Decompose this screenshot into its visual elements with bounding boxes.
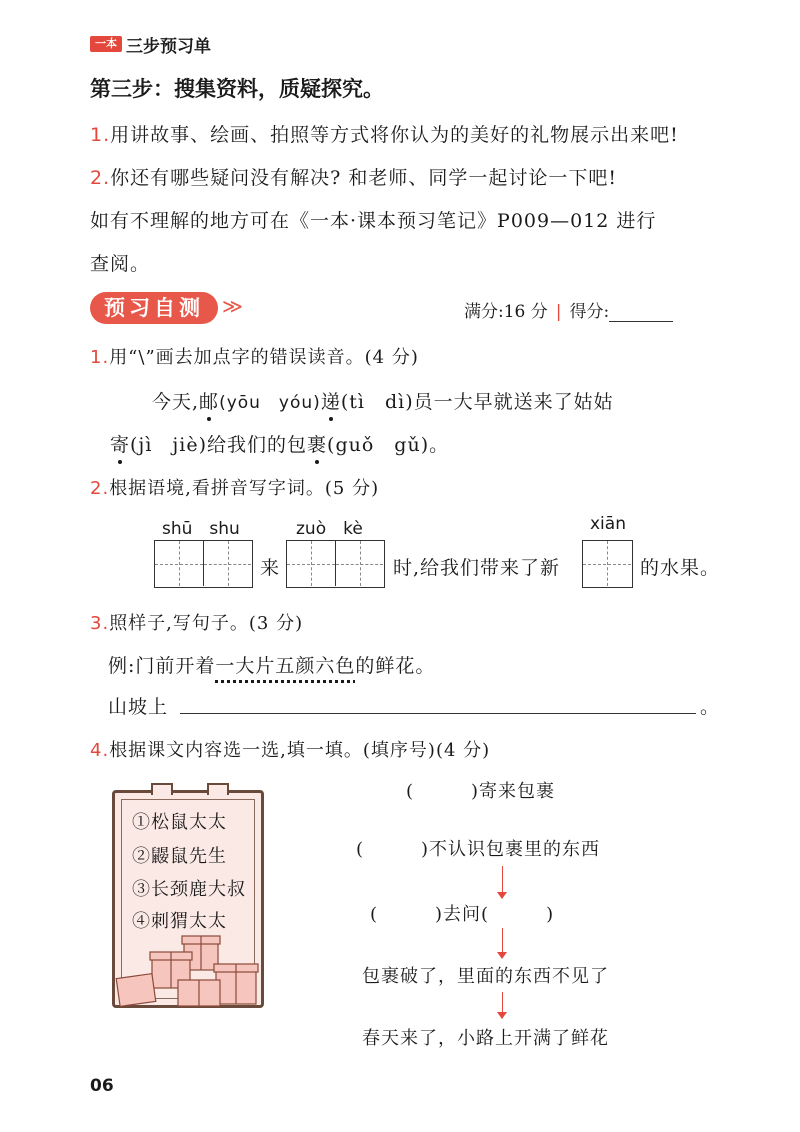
q-title-text: 照样子,写句子。(3 分) <box>109 613 304 634</box>
q1-line-1 <box>152 387 614 414</box>
q3-end: 。 <box>700 696 721 718</box>
q-number: 3. <box>90 613 110 634</box>
item-number: 1. <box>90 124 111 146</box>
dotted-char: 邮 <box>199 387 219 414</box>
step3-item-1 <box>90 120 679 147</box>
board-tab <box>207 783 229 795</box>
step3-title: 第三步：搜集资料，质疑探究。 <box>90 77 384 101</box>
q1-line-2 <box>110 430 449 457</box>
q1-title <box>90 343 419 369</box>
option-item: ①松鼠太太 <box>132 812 227 833</box>
writing-grid-1[interactable] <box>154 540 253 588</box>
brand-tag: 一本 <box>90 36 122 52</box>
text: 今天, <box>152 391 200 413</box>
arrow-down-icon <box>497 892 507 899</box>
item-text: 用讲故事、绘画、拍照等方式将你认为的美好的礼物展示出来吧! <box>110 124 679 146</box>
flow-step-1[interactable]: ( )寄来包裹 <box>406 781 556 802</box>
arrow-line <box>502 992 503 1014</box>
score-label: 得分: <box>569 302 610 322</box>
arrow-down-icon <box>497 952 507 959</box>
self-test-banner: 预习自测 <box>90 292 218 324</box>
q2-text: 时,给我们带来了新 <box>393 557 561 579</box>
q3-example <box>108 651 435 678</box>
text: 的鲜花。 <box>355 655 436 677</box>
text: (tì dì)员一大早就送来了姑姑 <box>340 391 614 413</box>
arrow-line <box>502 866 503 894</box>
q3-prompt: 山坡上 <box>108 696 169 718</box>
text: 例:门前开着 <box>108 655 216 677</box>
flow-step-5: 春天来了，小路上开满了鲜花 <box>362 1028 609 1049</box>
q-title-text: 用“\”画去加点字的错误读音。(4 分) <box>109 347 419 368</box>
gift-box <box>116 974 156 1007</box>
step3-note-line-2: 查阅。 <box>90 253 151 275</box>
pinyin-options[interactable]: (guǒ gǔ)。 <box>327 434 450 456</box>
writing-grid-3[interactable] <box>582 540 633 588</box>
pinyin-options[interactable]: (jì jiè)给我们的包 <box>130 434 308 456</box>
option-item: ④刺猬太太 <box>132 911 227 932</box>
q2-title <box>90 474 379 500</box>
dotted-phrase: 一大片五颜六色 <box>215 655 356 677</box>
q2-text: 的水果。 <box>640 557 721 579</box>
option-item: ③长颈鹿大叔 <box>132 879 246 900</box>
flow-step-3[interactable]: ( )去问( ) <box>370 904 555 925</box>
answer-line[interactable] <box>180 692 696 714</box>
full-score-label: 满分:16 分 <box>464 302 548 322</box>
dotted-char: 递 <box>321 387 341 414</box>
q2-text: 来 <box>260 557 281 579</box>
q-number: 4. <box>90 740 110 761</box>
divider: | <box>555 302 562 322</box>
q-title-text: 根据课文内容选一选,填一填。(填序号)(4 分) <box>109 740 491 761</box>
option-item: ②鼹鼠先生 <box>132 846 227 867</box>
chevron-right-icon: ≫ <box>222 294 243 318</box>
writing-grid-2[interactable] <box>286 540 385 588</box>
score-blank[interactable] <box>609 304 673 322</box>
q3-title <box>90 609 303 635</box>
q-number: 1. <box>90 347 110 368</box>
pinyin-label: shū shu <box>162 519 240 539</box>
dotted-char: 裹 <box>307 430 327 457</box>
q-title-text: 根据语境,看拼音写字词。(5 分) <box>109 478 380 499</box>
pinyin-label: xiān <box>590 514 626 534</box>
item-text: 你还有哪些疑问没有解决? 和老师、同学一起讨论一下吧! <box>110 167 618 189</box>
page-number: 06 <box>90 1076 114 1096</box>
arrow-line <box>502 928 503 954</box>
header-title: 三步预习单 <box>126 37 211 57</box>
q4-title <box>90 736 490 762</box>
dotted-char: 寄 <box>110 430 130 457</box>
q-number: 2. <box>90 478 110 499</box>
item-number: 2. <box>90 167 111 189</box>
arrow-down-icon <box>497 1012 507 1019</box>
pinyin-options[interactable]: (yōu yóu) <box>219 393 321 413</box>
flow-step-2[interactable]: ( )不认识包裹里的东西 <box>356 839 601 860</box>
gift-boxes-illustration <box>112 930 272 1010</box>
board-tab <box>151 783 173 795</box>
pinyin-label: zuò kè <box>296 519 363 539</box>
step3-item-2 <box>90 163 617 190</box>
score-box <box>464 297 673 322</box>
step3-note-line-1: 如有不理解的地方可在《一本·课本预习笔记》P009—012 进行 <box>90 210 657 232</box>
flow-step-4: 包裹破了，里面的东西不见了 <box>362 966 609 987</box>
